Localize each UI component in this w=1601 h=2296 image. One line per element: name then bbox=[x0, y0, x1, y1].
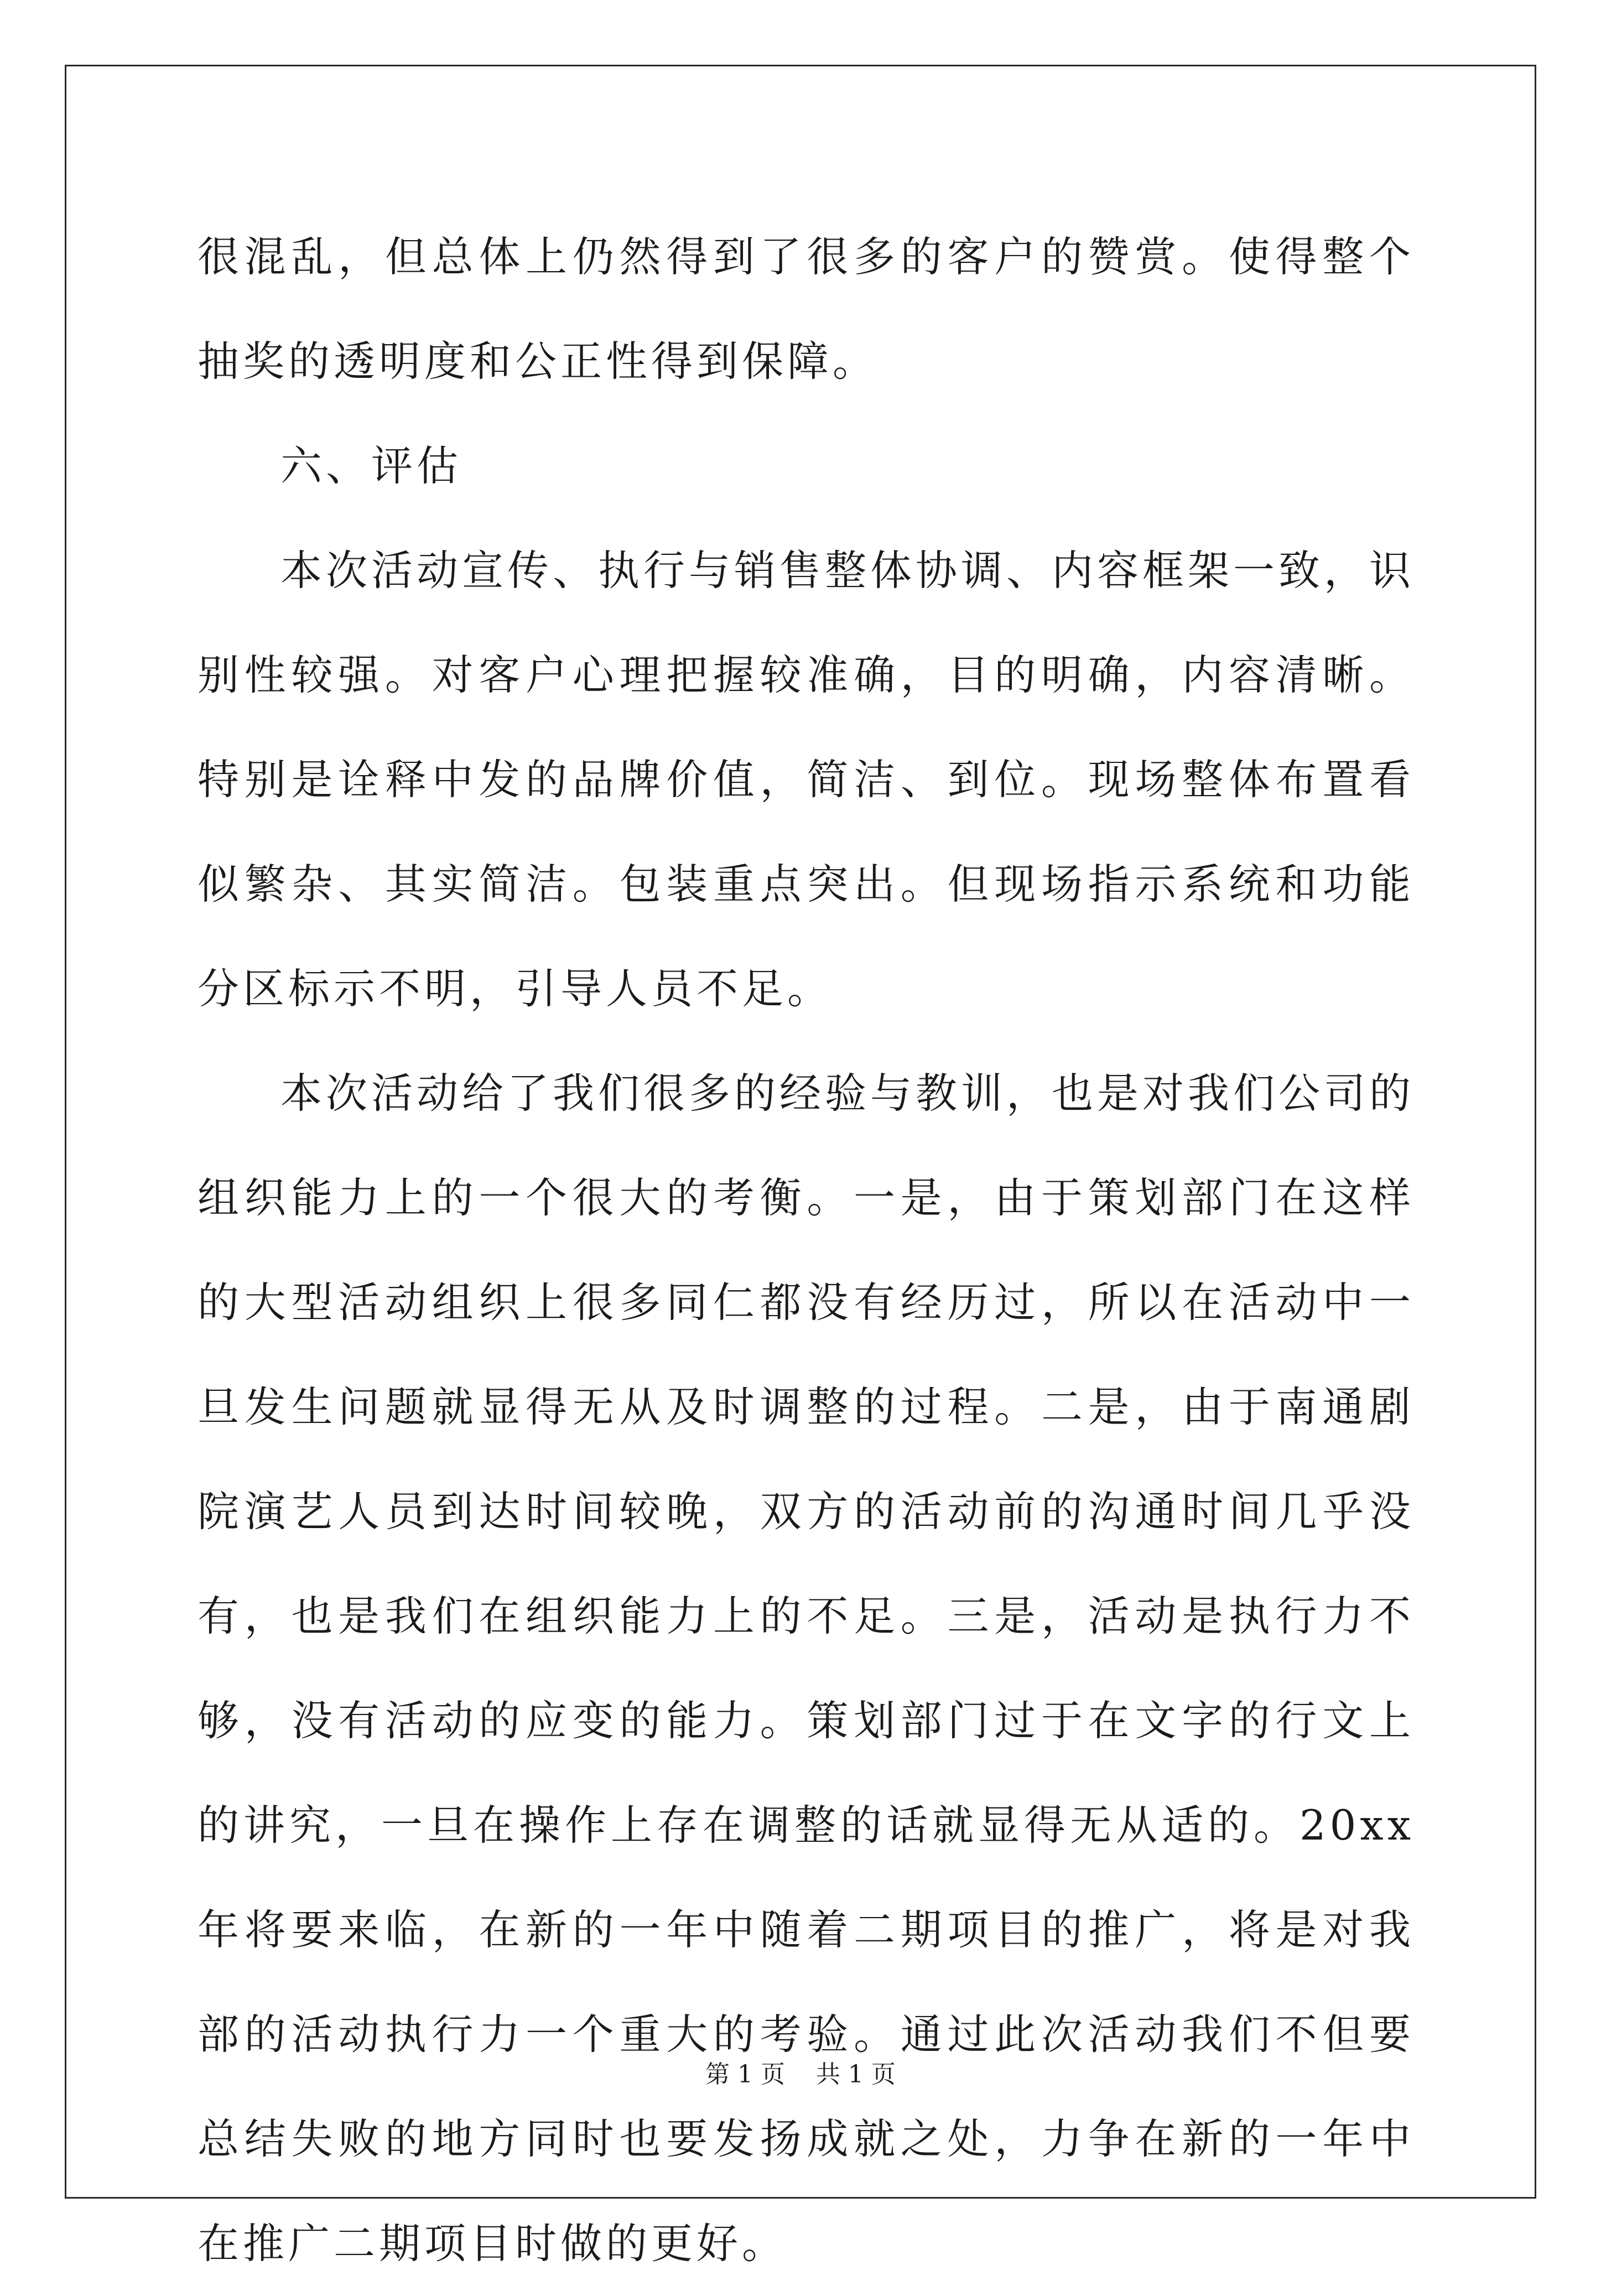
paragraph-lessons-learned: 本次活动给了我们很多的经验与教训，也是对我们公司的组织能力上的一个很大的考衡。一是，由于策划部门在这样的大型活动组织上很多同仁都没有经历过，所以在活动中一旦发生问题就显得无从及时调整的过程。二是，由于南通剧院演艺人员到达时间较晚，双方的活动前的沟通时间几乎没有，也是我们在组织能力上的不足。三是，活动是执行力不够，没有活动的应变的能力。策划部门过于在文字的行文上的讲究，一旦在操作上存在调整的话就显得无从适的。20xx 年将要来临，在新的一年中随着二期项目的推广，将是对我部的活动执行力一个重大的考验。通过此次活动我们不但要总结失败的地方同时也要发扬成就之处，力争在新的一年中在推广二期项目时做的更好。 bbox=[197, 1069, 1415, 2268]
page-footer bbox=[0, 2058, 1601, 2091]
document-body bbox=[197, 205, 1415, 2296]
page-number-label: 第 1 页 共 1 页 bbox=[705, 2060, 896, 2089]
section-heading-evaluation: 六、评估 bbox=[280, 441, 462, 490]
paragraph-evaluation-summary: 本次活动宣传、执行与销售整体协调、内容框架一致，识别性较强。对客户心理把握较准确，目的明确，内容清晰。特别是诠释中发的品牌价值，简洁、到位。现场整体布置看似繁杂、其实简洁。包装重点突出。但现场指示系统和功能分区标示不明，引导人员不足。 bbox=[197, 546, 1415, 1013]
paragraph-continuation: 很混乱，但总体上仍然得到了很多的客户的赞赏。使得整个抽奖的透明度和公正性得到保障。 bbox=[197, 232, 1415, 386]
